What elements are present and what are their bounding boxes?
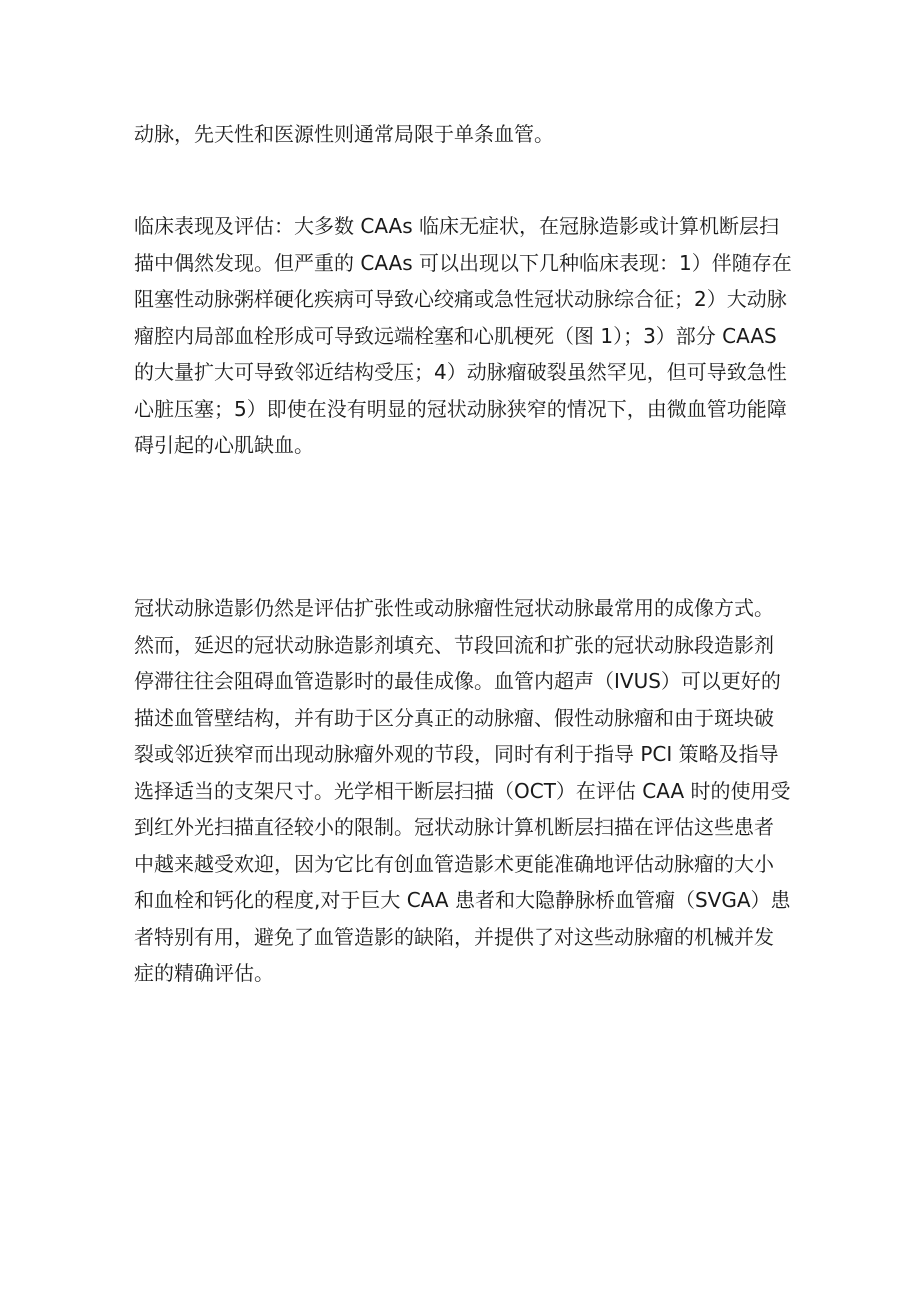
text-line: 者特别有用，避免了血管造影的缺陷，并提供了对这些动脉瘤的机械并发 (134, 924, 774, 949)
text-line: 动脉，先天性和医源性则通常局限于单条血管。 (134, 122, 554, 146)
paragraph-vessel-scope (134, 116, 789, 153)
text-line: 症的精确评估。 (134, 961, 274, 985)
text-line: 碍引起的心肌缺血。 (134, 433, 314, 457)
text-line: 裂或邻近狭窄而出现动脉瘤外观的节段，同时有利于指导 PCI 策略及指导 (134, 742, 779, 766)
text-line: 冠状动脉造影仍然是评估扩张性或动脉瘤性冠状动脉最常用的成像方式。 (134, 596, 774, 620)
text-line: 阻塞性动脉粥样硬化疾病可导致心绞痛或急性冠状动脉综合征；2）大动脉 (134, 287, 787, 311)
text-line: 选择适当的支架尺寸。光学相干断层扫描（OCT）在评估 CAA 时的使用受 (134, 778, 791, 803)
text-line: 描述血管壁结构，并有助于区分真正的动脉瘤、假性动脉瘤和由于斑块破 (134, 705, 774, 730)
text-line: 瘤腔内局部血栓形成可导致远端栓塞和心肌梗死（图 1）；3）部分 CAAS (134, 323, 777, 348)
text-line: 中越来越受欢迎，因为它比有创血管造影术更能准确地评估动脉瘤的大小 (134, 851, 774, 876)
text-line: 临床表现及评估：大多数 CAAs 临床无症状，在冠脉造影或计算机断层扫 (134, 214, 780, 238)
text-line: 描中偶然发现。但严重的 CAAs 可以出现以下几种临床表现：1）伴随存在 (134, 250, 792, 275)
text-line: 然而，延迟的冠状动脉造影剂填充、节段回流和扩张的冠状动脉段造影剂 (134, 632, 774, 657)
paragraph-imaging-methods (134, 590, 789, 992)
text-line: 停滞往往会阻碍血管造影时的最佳成像。血管内超声（IVUS）可以更好的 (134, 669, 781, 693)
text-line: 的大量扩大可导致邻近结构受压；4）动脉瘤破裂虽然罕见，但可导致急性 (134, 360, 787, 384)
paragraph-clinical-presentation (134, 208, 792, 464)
text-line: 和血栓和钙化的程度,对于巨大 CAA 患者和大隐静脉桥血管瘤（SVGA）患 (134, 888, 791, 912)
text-line: 心脏压塞；5）即使在没有明显的冠状动脉狭窄的情况下，由微血管功能障 (134, 396, 787, 421)
text-line: 到红外光扫描直径较小的限制。冠状动脉计算机断层扫描在评估这些患者 (134, 815, 774, 839)
